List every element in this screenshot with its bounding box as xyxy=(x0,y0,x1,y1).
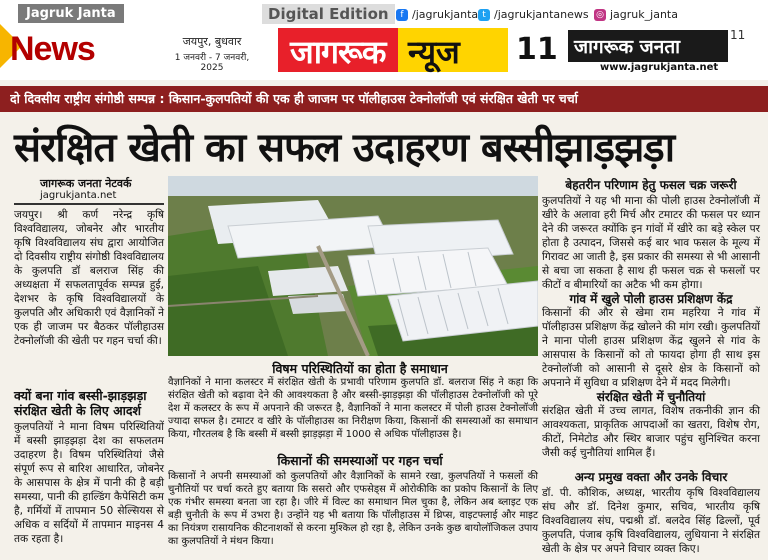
page-number: 11 xyxy=(516,32,558,67)
right-paragraph-4: डॉ. पी. कौशिक, अध्यक्ष, भारतीय कृषि विश्वविद्यालय संघ और डॉ. दिनेश कुमार, सचिव, भारतीय कृषि विश्वविद्यालय संघ, पद्मश्री डॉ. बलदेव सिंह ढिल्लों, पूर्व कुलपति, पंजाब कृषि विश्वविद्यालय, लुधियाना ने संरक्षित खेती के क्षेत्र पर अपने विचार व्यक्त किए। xyxy=(542,487,760,555)
social-instagram[interactable] xyxy=(594,8,678,21)
digital-edition-label: Digital Edition xyxy=(262,4,395,24)
date-range: 1 जनवरी - 7 जनवरी, 2025 xyxy=(174,53,250,73)
website-link[interactable]: www.jagrukjanta.net xyxy=(600,62,719,73)
facebook-icon: f xyxy=(396,9,408,21)
right-subheading-4: अन्य प्रमुख वक्ता और उनके विचार xyxy=(574,470,728,484)
byline-site: jagrukjanta.net xyxy=(40,190,117,201)
polyhouse-aerial-photo xyxy=(168,176,538,356)
main-headline: संरक्षित खेती का सफल उदाहरण बस्सीझाड़झड़ा xyxy=(14,124,675,171)
masthead-yellow-text: न्यूज xyxy=(408,33,460,71)
social-facebook[interactable] xyxy=(396,8,478,21)
right-paragraph-1: कुलपतियों ने यह भी माना की पोली हाउस टेक्नोलॉजी में खीरे के अलावा हरी मिर्च और टमाटर की फसल पर ध्यान देने की जरूरत क्योंकि इन गांवों में खीरे का बड़े स्केल पर होता है उत्पादन, जिससे कई बार भाव फसल के मूल्य में गिरावट आ जाती है, इस प्रकार की समस्या से भी आसानी से बचा जा सकता है साथ ही फसल चक्र से फसलों पर कीटों व बीमारियों का अटैक भी कम होगा। xyxy=(542,195,760,291)
right-brand-text: जागरूक जनता xyxy=(574,36,681,58)
social-twitter[interactable] xyxy=(478,8,589,21)
brand-news-logo: News xyxy=(10,30,95,68)
left-subheading: क्यों बना गांव बस्सी-झाड़झड़ा संरक्षित खेती के लिए आदर्श xyxy=(14,388,147,418)
twitter-icon: t xyxy=(478,9,490,21)
byline-divider xyxy=(14,203,164,205)
instagram-handle: jagruk_janta xyxy=(610,8,678,21)
middle-paragraph-1: वैज्ञानिकों ने माना कलस्टर में संरक्षित खेती के प्रभावी परिणाम कुलपति डॉ. बलराज सिंह ने कहा कि संरक्षित खेती को बढ़ावा देने की आवश्यकता है और बस्सी-झाड़झड़ा की पॉलीहाउस टेक्नोलॉजी को पूरे देश में कलस्टर के रूप में अपनाने की जरूरत है, वैज्ञानिकों ने माना कलस्टर में पोली हाउस टेक्नोलॉजी ज्यादा सफल है। टमाटर व खीरे के पॉलीहाउस का निरीक्षण किया, किसानों की समस्याओं का समाधान किया, गौरतलब है कि बस्सी में बस्सी झाड़झड़ा में 1000 से अधिक पॉलीहाउस है। xyxy=(168,377,538,440)
right-subheading-3: संरक्षित खेती में चुनौतियां xyxy=(596,390,706,404)
left-paragraph-2: कुलपतियों ने माना विषम परिस्थितियों में बस्सी झाड़झड़ा देश का सफलतम उदाहरण है। विषम परिस्थितियां जैसे संपूर्ण रूप से बारिश आधारित, जोबनेर के आसपास के क्षेत्र में पानी की है बड़ी समस्या, पानी की हाल्डिंग कैपेसिटी कम है, गर्मियों में तापमान 50 सेल्सियस से अधिक व सर्दियों में तापमान माइनस 4 तक रहता है। xyxy=(14,421,164,545)
summary-band-text: दो दिवसीय राष्ट्रीय संगोष्ठी सम्पन्न : किसान-कुलपतियों की एक ही जाजम पर पॉलीहाउस टेक्नोलॉजी एवं संरक्षित खेती पर चर्चा xyxy=(10,91,578,106)
twitter-handle: /jagrukjantanews xyxy=(494,8,589,21)
middle-paragraph-2: किसानों ने अपनी समस्याओं को कुलपतियों और वैज्ञानिकों के सामने रखा, कुलपतियों ने फसलों की चुनौतियों पर चर्चा करते हुए बताया कि ससरो और एफसेड्स में ओरोकीकि का प्रकोप किसानों के लिए एक गंभीर समस्या बनता जा रहा है। जीरे में विल्ट का समाधान मिल चुका है, लेकिन अब ब्लाइट एक बड़ी चुनौती के रूप में उभरा है। उन्होंने यह भी बताया कि पॉलीहाउस में थ्रिप्स, वाइटफ्लाई और माइट का नियंत्रण रासायनिक कीटनाशकों से करना मुश्किल हो रहा है, लेकिन उनके कुछ बायोलॉजिकल उपाय का कुलपतियों ने मंथन किया। xyxy=(168,471,538,547)
right-paragraph-3: संरक्षित खेती में उच्च लागत, विशेष तकनीकी ज्ञान की आवश्यकता, प्राकृतिक आपदाओं का खतरा, विशेष रोग, कीटों, निमेटोड और स्थिर बाजार पहुंच सुनिश्चित करना जैसी कई चुनौतियां शामिल हैं। xyxy=(542,405,760,459)
right-subheading-1: बेहतरीन परिणाम हेतु फसल चक्र जरूरी xyxy=(565,178,737,192)
right-paragraph-2: किसानों की और से खेमा राम महरिया ने गांव में पॉलीहाउस प्रशिक्षण केंद्र खोलने की मांग रखी। कुलपतियों ने माना पोली हाउस प्रशिक्षण केंद्र खुलने से गांव के आसपास के किसानों को तो फायदा होगा ही साथ इस टेक्नोलॉजी को आसानी से दूसरे क्षेत्र के किसानों को अपनाने में सुविधा व प्रशिक्षण देने में मदद मिलेगी। xyxy=(542,307,760,389)
middle-subheading-1: विषम परिस्थितियों का होता है समाधान xyxy=(272,361,448,376)
middle-subheading-2: किसानों की समस्याओं पर गहन चर्चा xyxy=(277,453,443,468)
instagram-icon: ◎ xyxy=(594,9,606,21)
masthead-red-text: जागरूक xyxy=(290,33,386,71)
left-paragraph-1: जयपुर। श्री कर्ण नरेन्द्र कृषि विश्वविद्यालय, जोबनेर और भारतीय कृषि विश्वविद्यालय संघ द्वारा आयोजित दो दिवसीय राष्ट्रीय संगोष्ठी विश्वविद्यालय के कुलपति डॉ बलराज सिंह की अध्यक्षता में सफलतापूर्वक सम्पन्न हुई, देशभर के कृषि विश्वविद्यालयों के कुलपति और अधिकारी एवं वैज्ञानिकों ने एक ही जाजम पर बैठकर पॉलीहाउस टेक्नोलॉजी की खेती पर गहन चर्चा की। xyxy=(14,209,164,347)
byline-name: जागरूक जनता नेटवर्क xyxy=(40,177,132,190)
corner-page-number: 11 xyxy=(730,28,746,42)
facebook-handle: /jagrukjanta xyxy=(412,8,479,21)
right-subheading-2: गांव में खुले पोली हाउस प्रशिक्षण केंद्र xyxy=(569,292,733,306)
brand-small-label: Jagruk Janta xyxy=(18,4,124,23)
city-day: जयपुर, बुधवार xyxy=(182,35,242,48)
